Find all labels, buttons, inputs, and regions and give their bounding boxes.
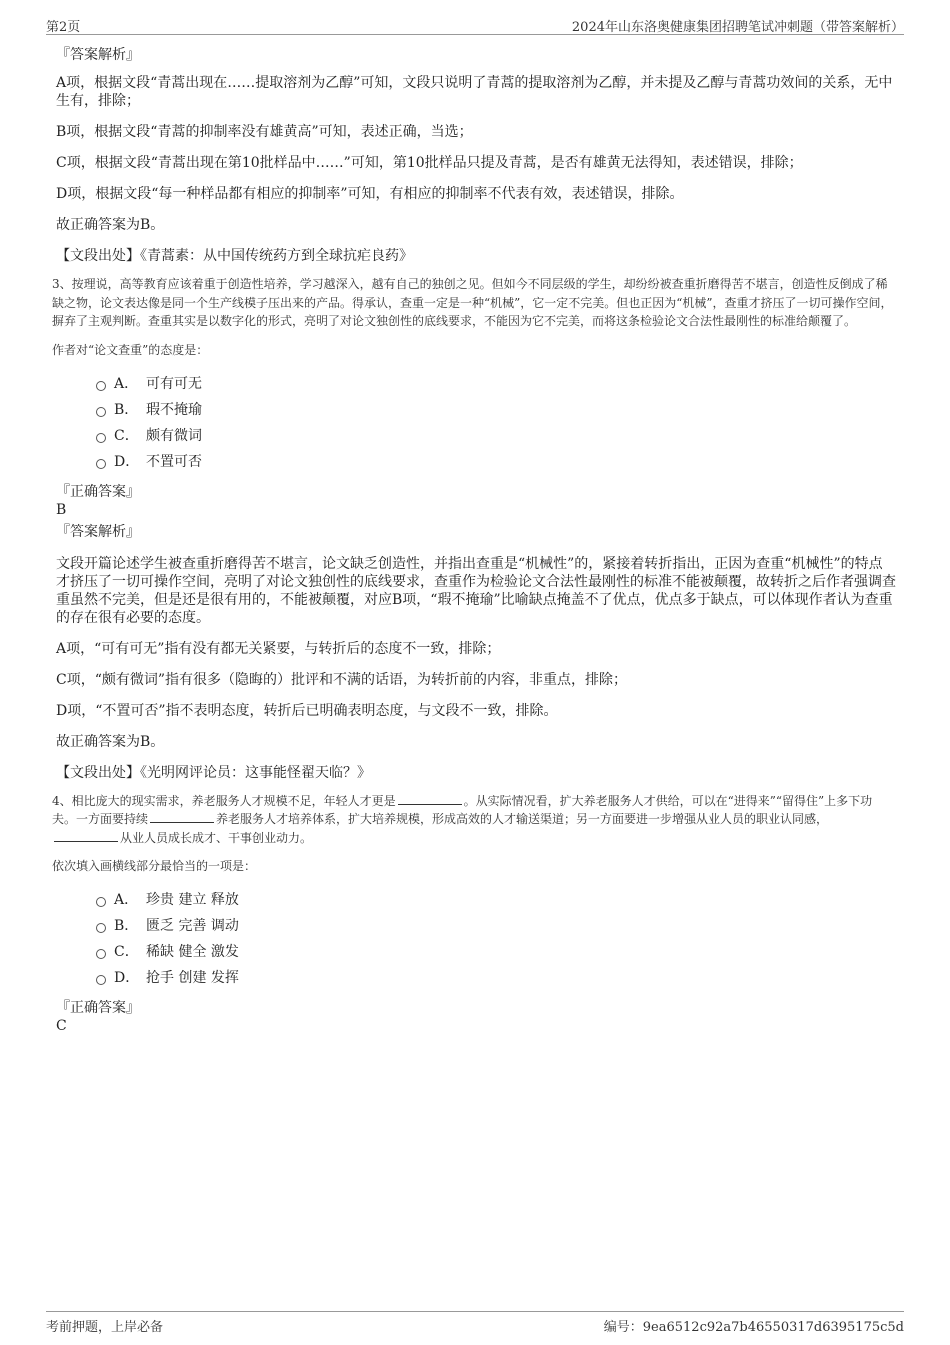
analysis-paragraph: A项，根据文段“青蒿出现在……提取溶剂为乙醇”可知，文段只说明了青蒿的提取溶剂为乙醇，并未提及乙醇与青蒿功效间的关系，无中生有，排除； (56, 75, 893, 109)
question-4-prompt: 依次填入画横线部分最恰当的一项是： (52, 859, 257, 873)
question-3-prompt: 作者对“论文查重”的态度是： (52, 342, 209, 357)
question-3-text: 3、按理说，高等教育应该着重于创造性培养，学习越深入，越有自己的独创之见。但如今不同层级的学生，却纷纷被查重折磨得苦不堪言，创造性反倒成了稀缺之物，论文表达像是同一个生产线模子压出来的产品。得承认，查重一定是一种“机械”，它一定不完美。但也正因为“机械”，查重才挤压了一切可操作空间，摒弃了主观判断。查重其实是以数字化的形式，亮明了对论文独创性的底线要求，不能因为它不完美，而将这条检验论文合法性最刚性的标准给颠覆了。 (52, 277, 893, 328)
page-content (52, 46, 896, 1039)
radio-icon[interactable] (96, 975, 106, 985)
page-header (46, 14, 904, 35)
analysis-paragraph: A项，“可有可无”指有没有都无关紧要，与转折后的态度不一致，排除； (56, 640, 501, 657)
radio-icon[interactable] (96, 381, 106, 391)
passage-source: 【文段出处】《青蒿素：从中国传统药方到全球抗疟良药》 (56, 248, 413, 264)
question-4-text: 4、相比庞大的现实需求，养老服务人才规模不足，年轻人才更是 。从实际情况看，扩大养老服务人才供给，可以在“进得来”“留得住”上多下功夫。一方面要持续 养老服务人才培养体系，扩大培养规模，形成高效的人才输送渠道；另一方面要进一步增强从业人员的职业认同感，从业人员成长成才、干事创业动力。 (52, 793, 873, 845)
correct-answer-label: 『正确答案』 (56, 483, 140, 500)
fill-blank (398, 792, 462, 805)
option-d[interactable]: D． 不置可否 (96, 449, 896, 475)
footer-slogan: 考前押题，上岸必备 (46, 1320, 164, 1335)
option-d[interactable]: D． 抢手 创建 发挥 (96, 965, 896, 991)
radio-icon[interactable] (96, 433, 106, 443)
radio-icon[interactable] (96, 459, 106, 469)
analysis-label: 『答案解析』 (56, 47, 140, 63)
analysis-conclusion: 故正确答案为B。 (56, 733, 165, 750)
passage-source: 【文段出处】《光明网评论员：这事能怪翟天临？》 (56, 764, 371, 781)
option-c[interactable]: C． 颇有微词 (96, 423, 896, 449)
fill-blank (150, 810, 214, 823)
radio-icon[interactable] (96, 407, 106, 417)
option-b[interactable]: B． 匮乏 完善 调动 (96, 913, 896, 939)
document-title: 2024年山东洛奥健康集团招聘笔试冲刺题（带答案解析） (571, 20, 904, 35)
document-code: 编号：9ea6512c92a7b46550317d6395175c5d (603, 1320, 904, 1335)
question-4-options (96, 887, 896, 991)
radio-icon[interactable] (96, 897, 106, 907)
option-a[interactable]: A． 可有可无 (96, 371, 896, 397)
analysis-conclusion: 故正确答案为B。 (56, 217, 165, 233)
analysis-paragraph: 文段开篇论述学生被查重折磨得苦不堪言，论文缺乏创造性，并指出查重是“机械性”的，紧接着转折指出，正因为查重“机械性”的特点才挤压了一切可操作空间，亮明了对论文独创性的底线要求，查重作为检验论文合法性最刚性的标准不能被颠覆，故转折之后作者强调查重虽然不完美，但是还是很有用的，不能被颠覆，对应B项，“瑕不掩瑜”比喻缺点掩盖不了优点，优点多于缺点，可以体现作者认为查重的存在很有必要的态度。 (56, 555, 896, 626)
fill-blank (54, 829, 118, 842)
option-b[interactable]: B． 瑕不掩瑜 (96, 397, 896, 423)
analysis-paragraph: C项，“颇有微词”指有很多（隐晦的）批评和不满的话语，为转折前的内容，非重点，排除； (56, 671, 628, 688)
analysis-paragraph: B项，根据文段“青蒿的抑制率没有雄黄高”可知，表述正确，当选； (56, 124, 473, 140)
page-number: 第2页 (46, 20, 81, 35)
correct-answer-label: 『正确答案』 (56, 1000, 140, 1016)
radio-icon[interactable] (96, 923, 106, 933)
analysis-paragraph: C项，根据文段“青蒿出现在第10批样品中……”可知，第10批样品只提及青蒿，是否有雄黄无法得知，表述错误，排除； (56, 155, 803, 171)
radio-icon[interactable] (96, 949, 106, 959)
analysis-label: 『答案解析』 (56, 523, 140, 540)
analysis-paragraph: D项，“不置可否”指不表明态度，转折后已明确表明态度，与文段不一致，排除。 (56, 702, 558, 719)
analysis-paragraph: D项，根据文段“每一种样品都有相应的抑制率”可知，有相应的抑制率不代表有效，表述错误，排除。 (56, 186, 684, 202)
option-c[interactable]: C． 稀缺 健全 激发 (96, 939, 896, 965)
option-a[interactable]: A． 珍贵 建立 释放 (96, 887, 896, 913)
question-3-options (96, 371, 896, 475)
page-footer (46, 1311, 904, 1336)
correct-answer-value: B (56, 501, 67, 518)
correct-answer-value: C (56, 1018, 67, 1034)
